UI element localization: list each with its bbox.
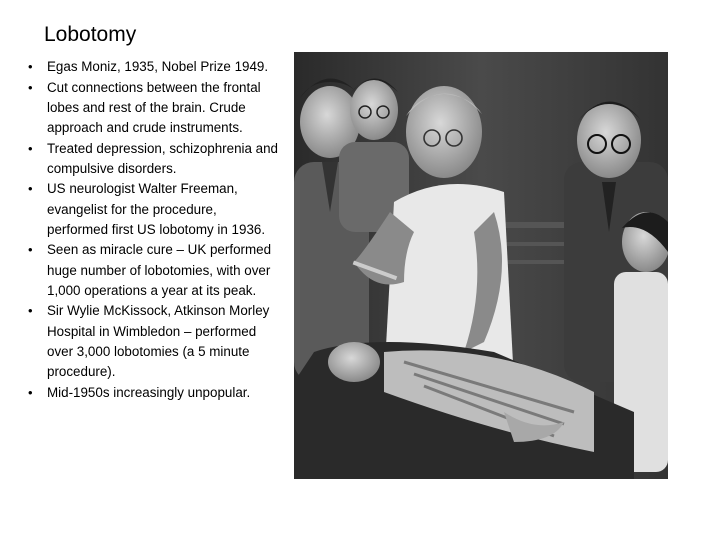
bullet-item xyxy=(26,57,278,77)
bullet-dot: • xyxy=(28,181,33,197)
bullet-text: Cut connections between the frontal lobes and rest of the brain. Crude approach and crude instruments. xyxy=(47,79,261,135)
bullet-text: Seen as miracle cure – UK performed huge number of lobotomies, with over 1,000 operations a year at its peak. xyxy=(47,242,272,298)
bullet-text: Egas Moniz, 1935, Nobel Prize 1949. xyxy=(47,59,269,74)
bullet-dot: • xyxy=(28,59,33,74)
bullet-text: US neurologist Walter Freeman, evangelist for the procedure, performed first US lobotomy in 1936. xyxy=(47,181,266,237)
bullet-dot: • xyxy=(28,79,33,95)
bullet-dot: • xyxy=(28,384,33,400)
bullet-text: Treated depression, schizophrenia and compulsive disorders. xyxy=(47,140,279,176)
bullet-item xyxy=(26,301,278,382)
photo-illustration xyxy=(294,52,668,479)
bullet-list xyxy=(26,57,278,403)
bullet-item xyxy=(26,383,278,403)
historical-photo xyxy=(294,52,668,479)
bullet-item xyxy=(26,78,278,139)
bullet-text: Mid-1950s increasingly unpopular. xyxy=(47,384,251,400)
bullet-text: Sir Wylie McKissock, Atkinson Morley Hospital in Wimbledon – performed over 3,000 lobotomies (a 5 minute procedure). xyxy=(47,303,270,379)
bullet-item xyxy=(26,179,278,240)
bullet-dot: • xyxy=(28,303,33,319)
bullet-item xyxy=(26,240,278,301)
bullet-dot: • xyxy=(28,242,33,258)
bullet-dot: • xyxy=(28,140,33,156)
slide-title: Lobotomy xyxy=(44,23,137,46)
bullet-item xyxy=(26,139,278,179)
